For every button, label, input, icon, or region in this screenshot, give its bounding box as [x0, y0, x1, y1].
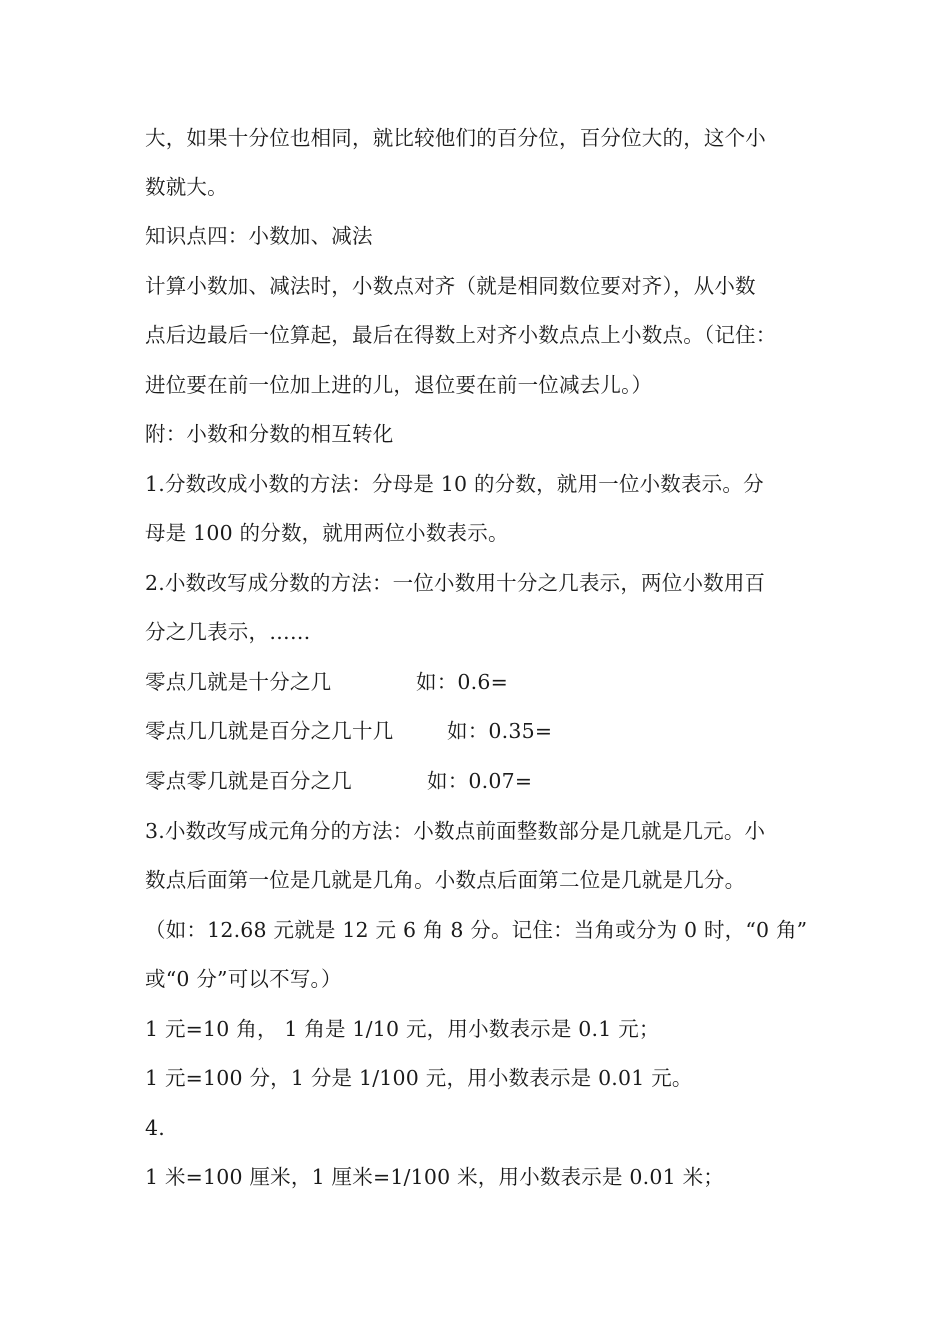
example-value: 如：0.35=: [447, 719, 553, 743]
text-line: 大，如果十分位也相同，就比较他们的百分位，百分位大的，这个小: [145, 126, 766, 150]
text-line: 或“0 分”可以不写。）: [145, 967, 342, 991]
example-rule: 零点几就是十分之几: [145, 670, 332, 694]
example-row: [145, 767, 815, 795]
text-line: 2.小数改写成分数的方法：一位小数用十分之几表示，两位小数用百: [145, 571, 766, 595]
section-heading: 知识点四：小数加、减法: [145, 224, 373, 248]
text-line: 3.小数改写成元角分的方法：小数点前面整数部分是几就是几元。小: [145, 819, 766, 843]
text-line: 数点后面第一位是几就是几角。小数点后面第二位是几就是几分。: [145, 868, 746, 892]
text-line: 点后边最后一位算起，最后在得数上对齐小数点点上小数点。（记住：: [145, 323, 777, 347]
text-line: 母是 100 的分数，就用两位小数表示。: [145, 521, 509, 545]
text-line: 计算小数加、减法时，小数点对齐（就是相同数位要对齐），从小数: [145, 274, 756, 298]
example-row: [145, 668, 815, 696]
text-line: 1 元=100 分，1 分是 1/100 元，用小数表示是 0.01 元。: [145, 1066, 693, 1090]
text-line: 1 米=100 厘米，1 厘米=1/100 米，用小数表示是 0.01 米；: [145, 1165, 724, 1189]
text-line: 1.分数改成小数的方法：分母是 10 的分数，就用一位小数表示。分: [145, 472, 764, 496]
example-rule: 零点几几就是百分之几十几: [145, 719, 394, 743]
example-rule: 零点零几就是百分之几: [145, 769, 352, 793]
text-line: 分之几表示，……: [145, 620, 311, 644]
section-heading: 附：小数和分数的相互转化: [145, 422, 394, 446]
text-line: （如：12.68 元就是 12 元 6 角 8 分。记住：当角或分为 0 时，“0 角”: [145, 918, 808, 942]
example-row: [145, 717, 815, 745]
text-line: 4.: [145, 1116, 165, 1140]
text-line: 进位要在前一位加上进的儿，退位要在前一位减去儿。）: [145, 373, 653, 397]
text-line: 1 元=10 角， 1 角是 1/10 元，用小数表示是 0.1 元；: [145, 1017, 660, 1041]
example-value: 如：0.6=: [416, 670, 508, 694]
text-line: 数就大。: [145, 175, 228, 199]
example-value: 如：0.07=: [427, 769, 533, 793]
